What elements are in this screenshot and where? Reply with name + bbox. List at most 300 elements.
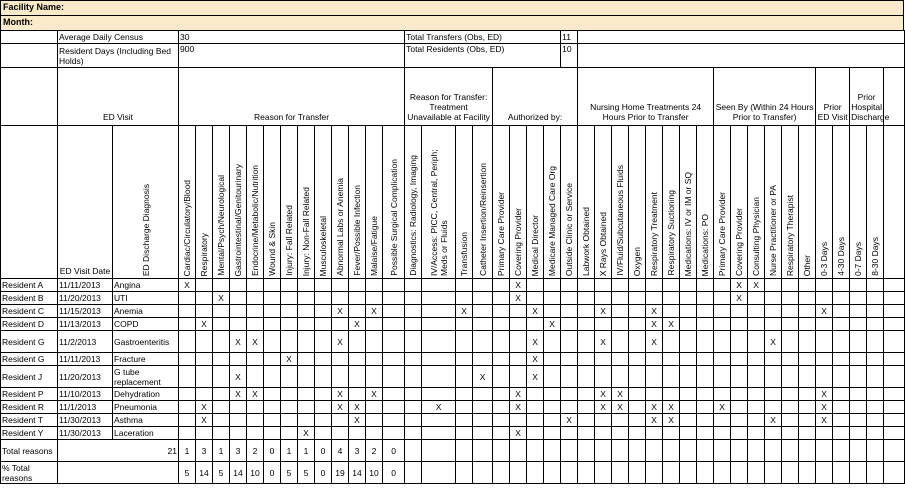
data-cell[interactable]: X [663,401,680,414]
data-cell[interactable] [731,318,748,331]
pct-value[interactable]: 0 [315,462,332,484]
blank-cell[interactable] [884,440,905,462]
data-cell[interactable] [213,318,230,331]
data-cell[interactable] [799,401,816,414]
pct-value[interactable]: 5 [281,462,298,484]
data-cell[interactable] [782,279,799,292]
blank-cell[interactable] [884,279,905,292]
data-cell[interactable]: X [332,305,349,318]
data-cell[interactable] [748,414,765,427]
total-value[interactable]: 0 [383,440,405,462]
data-cell[interactable]: X [213,292,230,305]
data-cell[interactable] [680,292,697,305]
data-cell[interactable] [247,353,264,366]
pct-value[interactable] [867,462,884,484]
data-cell[interactable]: X [748,279,765,292]
data-cell[interactable] [612,318,629,331]
data-cell[interactable] [179,318,196,331]
data-cell[interactable] [833,279,850,292]
data-cell[interactable] [179,331,196,353]
data-cell[interactable]: X [366,388,383,401]
data-cell[interactable] [629,305,646,318]
data-cell[interactable] [646,353,663,366]
data-cell[interactable] [544,331,561,353]
total-value[interactable] [473,440,493,462]
data-cell[interactable] [646,366,663,388]
data-cell[interactable]: X [510,427,527,440]
data-cell[interactable]: X [663,414,680,427]
data-cell[interactable] [867,414,884,427]
data-cell[interactable] [714,353,731,366]
data-cell[interactable] [213,388,230,401]
blank-cell[interactable] [1,44,58,68]
data-cell[interactable] [247,366,264,388]
pct-value[interactable] [850,462,867,484]
data-cell[interactable] [422,388,456,401]
data-cell[interactable]: X [646,305,663,318]
data-cell[interactable] [748,353,765,366]
data-cell[interactable] [315,427,332,440]
data-cell[interactable] [332,318,349,331]
data-cell[interactable] [646,279,663,292]
data-cell[interactable] [264,427,281,440]
data-cell[interactable] [527,318,544,331]
data-cell[interactable] [714,331,731,353]
data-cell[interactable] [612,427,629,440]
pct-value[interactable] [544,462,561,484]
data-cell[interactable] [646,427,663,440]
data-cell[interactable] [196,388,213,401]
pct-value[interactable] [833,462,850,484]
data-cell[interactable] [850,414,867,427]
data-cell[interactable] [366,292,383,305]
visit-date[interactable]: 11/10/2013 [58,388,113,401]
data-cell[interactable] [782,414,799,427]
data-cell[interactable] [349,279,366,292]
data-cell[interactable] [867,279,884,292]
data-cell[interactable] [697,279,714,292]
data-cell[interactable] [332,353,349,366]
data-cell[interactable] [332,414,349,427]
pct-blank[interactable] [58,462,179,484]
data-cell[interactable] [612,292,629,305]
data-cell[interactable] [680,353,697,366]
data-cell[interactable] [213,279,230,292]
visit-date[interactable]: 11/30/2013 [58,427,113,440]
data-cell[interactable] [196,353,213,366]
diagnosis[interactable]: Dehydration [113,388,179,401]
data-cell[interactable] [247,427,264,440]
total-value[interactable] [748,440,765,462]
data-cell[interactable] [578,427,595,440]
total-value[interactable] [782,440,799,462]
diagnosis[interactable]: Gastroenteritis [113,331,179,353]
data-cell[interactable]: X [544,318,561,331]
data-cell[interactable] [247,292,264,305]
data-cell[interactable]: X [527,305,544,318]
data-cell[interactable] [799,414,816,427]
data-cell[interactable] [366,318,383,331]
data-cell[interactable] [680,305,697,318]
total-value[interactable] [561,440,578,462]
data-cell[interactable]: X [281,353,298,366]
resident-name[interactable]: Resident D [1,318,58,331]
data-cell[interactable]: X [714,401,731,414]
data-cell[interactable] [383,401,405,414]
data-cell[interactable] [493,414,510,427]
data-cell[interactable] [179,427,196,440]
data-cell[interactable] [867,401,884,414]
data-cell[interactable]: X [646,401,663,414]
data-cell[interactable] [765,353,782,366]
data-cell[interactable] [493,292,510,305]
data-cell[interactable] [595,366,612,388]
data-cell[interactable] [196,427,213,440]
data-cell[interactable] [646,388,663,401]
data-cell[interactable] [697,353,714,366]
data-cell[interactable] [422,427,456,440]
data-cell[interactable] [230,353,247,366]
data-cell[interactable] [405,305,422,318]
blank-cell[interactable] [578,31,905,44]
data-cell[interactable]: X [816,401,833,414]
data-cell[interactable] [315,331,332,353]
data-cell[interactable] [731,366,748,388]
data-cell[interactable] [850,353,867,366]
diagnosis[interactable]: Anemia [113,305,179,318]
data-cell[interactable] [595,353,612,366]
facility-name-row[interactable] [0,0,904,16]
data-cell[interactable] [383,305,405,318]
pct-value[interactable] [527,462,544,484]
data-cell[interactable] [697,366,714,388]
total-value[interactable] [578,440,595,462]
data-cell[interactable] [179,366,196,388]
data-cell[interactable] [510,353,527,366]
data-cell[interactable] [748,366,765,388]
data-cell[interactable] [456,388,473,401]
visit-date[interactable]: 11/11/2013 [58,279,113,292]
data-cell[interactable] [867,318,884,331]
data-cell[interactable] [731,353,748,366]
data-cell[interactable]: X [332,401,349,414]
data-cell[interactable] [748,388,765,401]
total-value[interactable] [816,440,833,462]
data-cell[interactable] [697,401,714,414]
data-cell[interactable] [405,427,422,440]
data-cell[interactable] [799,331,816,353]
data-cell[interactable]: X [595,331,612,353]
data-cell[interactable] [247,414,264,427]
data-cell[interactable] [629,292,646,305]
data-cell[interactable] [422,305,456,318]
data-cell[interactable] [422,318,456,331]
pct-value[interactable]: 5 [213,462,230,484]
data-cell[interactable] [264,388,281,401]
resident-name[interactable]: Resident J [1,366,58,388]
data-cell[interactable] [799,353,816,366]
total-value[interactable] [612,440,629,462]
data-cell[interactable] [799,292,816,305]
data-cell[interactable] [833,353,850,366]
data-cell[interactable] [782,366,799,388]
data-cell[interactable]: X [247,388,264,401]
data-cell[interactable] [473,331,493,353]
data-cell[interactable] [383,318,405,331]
data-cell[interactable] [281,366,298,388]
data-cell[interactable]: X [230,388,247,401]
data-cell[interactable]: X [230,366,247,388]
data-cell[interactable] [264,353,281,366]
data-cell[interactable] [816,318,833,331]
data-cell[interactable] [544,305,561,318]
data-cell[interactable] [782,292,799,305]
data-cell[interactable] [578,292,595,305]
data-cell[interactable] [612,331,629,353]
resident-name[interactable]: Resident Y [1,427,58,440]
total-value[interactable] [799,440,816,462]
data-cell[interactable] [405,353,422,366]
data-cell[interactable]: X [527,353,544,366]
data-cell[interactable] [196,292,213,305]
data-cell[interactable]: X [179,279,196,292]
total-value[interactable] [527,440,544,462]
data-cell[interactable] [179,305,196,318]
data-cell[interactable] [527,401,544,414]
data-cell[interactable] [383,279,405,292]
data-cell[interactable] [697,331,714,353]
data-cell[interactable] [527,427,544,440]
pct-value[interactable]: 14 [349,462,366,484]
data-cell[interactable] [816,331,833,353]
data-cell[interactable] [663,305,680,318]
data-cell[interactable] [213,353,230,366]
data-cell[interactable] [493,331,510,353]
data-cell[interactable] [782,331,799,353]
data-cell[interactable] [422,331,456,353]
data-cell[interactable] [595,414,612,427]
data-cell[interactable]: X [595,401,612,414]
data-cell[interactable] [833,366,850,388]
data-cell[interactable] [298,401,315,414]
data-cell[interactable]: X [731,279,748,292]
data-cell[interactable] [765,427,782,440]
blank-cell[interactable] [884,353,905,366]
total-value[interactable] [680,440,697,462]
data-cell[interactable] [405,366,422,388]
total-value[interactable]: 2 [366,440,383,462]
data-cell[interactable] [213,401,230,414]
data-cell[interactable] [230,292,247,305]
data-cell[interactable] [629,353,646,366]
resident-name[interactable]: Resident B [1,292,58,305]
total-value[interactable]: 1 [179,440,196,462]
data-cell[interactable] [405,318,422,331]
data-cell[interactable] [646,292,663,305]
pct-value[interactable]: 10 [366,462,383,484]
diagnosis[interactable]: COPD [113,318,179,331]
data-cell[interactable] [298,366,315,388]
data-cell[interactable] [383,366,405,388]
data-cell[interactable] [264,318,281,331]
total-value[interactable] [493,440,510,462]
data-cell[interactable] [765,366,782,388]
pct-value[interactable] [748,462,765,484]
total-value[interactable] [629,440,646,462]
data-cell[interactable]: X [298,427,315,440]
data-cell[interactable] [315,279,332,292]
data-cell[interactable]: X [422,401,456,414]
data-cell[interactable] [612,366,629,388]
data-cell[interactable]: X [612,401,629,414]
total-value[interactable] [731,440,748,462]
data-cell[interactable] [298,305,315,318]
data-cell[interactable] [782,305,799,318]
data-cell[interactable] [578,331,595,353]
data-cell[interactable] [298,318,315,331]
pct-value[interactable] [405,462,422,484]
data-cell[interactable] [349,331,366,353]
data-cell[interactable] [799,318,816,331]
data-cell[interactable] [349,366,366,388]
total-value[interactable] [833,440,850,462]
data-cell[interactable]: X [816,388,833,401]
data-cell[interactable] [383,331,405,353]
data-cell[interactable] [544,401,561,414]
data-cell[interactable] [405,331,422,353]
data-cell[interactable] [196,366,213,388]
data-cell[interactable] [850,366,867,388]
data-cell[interactable] [456,292,473,305]
data-cell[interactable]: X [332,331,349,353]
data-cell[interactable]: X [561,414,578,427]
data-cell[interactable] [383,353,405,366]
data-cell[interactable] [833,305,850,318]
data-cell[interactable] [315,353,332,366]
data-cell[interactable] [298,353,315,366]
data-cell[interactable] [281,279,298,292]
data-cell[interactable] [510,305,527,318]
data-cell[interactable] [561,279,578,292]
data-cell[interactable] [213,331,230,353]
total-value[interactable]: 3 [230,440,247,462]
data-cell[interactable] [332,279,349,292]
data-cell[interactable]: X [646,414,663,427]
data-cell[interactable] [799,305,816,318]
data-cell[interactable] [332,427,349,440]
data-cell[interactable]: X [663,318,680,331]
data-cell[interactable] [680,388,697,401]
data-cell[interactable] [748,401,765,414]
data-cell[interactable] [714,427,731,440]
data-cell[interactable] [315,366,332,388]
data-cell[interactable] [663,331,680,353]
data-cell[interactable] [561,292,578,305]
data-cell[interactable] [578,414,595,427]
data-cell[interactable] [612,305,629,318]
pct-value[interactable] [561,462,578,484]
data-cell[interactable] [629,279,646,292]
data-cell[interactable] [493,318,510,331]
data-cell[interactable] [816,366,833,388]
data-cell[interactable] [213,414,230,427]
data-cell[interactable] [561,305,578,318]
resident-name[interactable]: Resident C [1,305,58,318]
data-cell[interactable] [366,331,383,353]
pct-value[interactable] [473,462,493,484]
data-cell[interactable] [595,292,612,305]
data-cell[interactable] [456,366,473,388]
resident-name[interactable]: Resident P [1,388,58,401]
total-value[interactable] [510,440,527,462]
data-cell[interactable] [578,305,595,318]
data-cell[interactable]: X [510,401,527,414]
data-cell[interactable] [315,401,332,414]
data-cell[interactable] [612,279,629,292]
data-cell[interactable] [264,305,281,318]
data-cell[interactable] [510,414,527,427]
data-cell[interactable] [473,388,493,401]
transfers-value[interactable]: 11 [561,31,578,44]
residents-value[interactable]: 10 [561,44,578,68]
total-value[interactable]: 3 [196,440,213,462]
data-cell[interactable] [264,331,281,353]
data-cell[interactable] [850,388,867,401]
data-cell[interactable] [456,414,473,427]
data-cell[interactable] [765,292,782,305]
pct-value[interactable] [493,462,510,484]
data-cell[interactable]: X [527,366,544,388]
pct-value[interactable]: 0 [383,462,405,484]
data-cell[interactable] [833,292,850,305]
data-cell[interactable] [230,401,247,414]
data-cell[interactable] [264,401,281,414]
data-cell[interactable] [867,388,884,401]
data-cell[interactable]: X [595,305,612,318]
data-cell[interactable] [366,401,383,414]
visit-date[interactable]: 11/2/2013 [58,331,113,353]
blank-cell[interactable] [884,366,905,388]
data-cell[interactable] [663,279,680,292]
data-cell[interactable] [663,388,680,401]
pct-value[interactable] [816,462,833,484]
data-cell[interactable] [833,427,850,440]
data-cell[interactable] [196,331,213,353]
data-cell[interactable] [816,292,833,305]
data-cell[interactable] [629,388,646,401]
total-value[interactable]: 2 [247,440,264,462]
data-cell[interactable] [456,279,473,292]
data-cell[interactable]: X [816,305,833,318]
data-cell[interactable] [561,401,578,414]
data-cell[interactable]: X [196,318,213,331]
data-cell[interactable] [731,414,748,427]
resident-name[interactable]: Resident A [1,279,58,292]
data-cell[interactable]: X [349,318,366,331]
data-cell[interactable]: X [765,414,782,427]
diagnosis[interactable]: G tube replacement [113,366,179,388]
data-cell[interactable] [714,305,731,318]
data-cell[interactable] [816,427,833,440]
data-cell[interactable] [315,292,332,305]
pct-value[interactable] [595,462,612,484]
data-cell[interactable] [799,388,816,401]
total-value[interactable] [867,440,884,462]
data-cell[interactable] [315,318,332,331]
diagnosis[interactable]: Laceration [113,427,179,440]
data-cell[interactable] [629,366,646,388]
pct-value[interactable] [799,462,816,484]
